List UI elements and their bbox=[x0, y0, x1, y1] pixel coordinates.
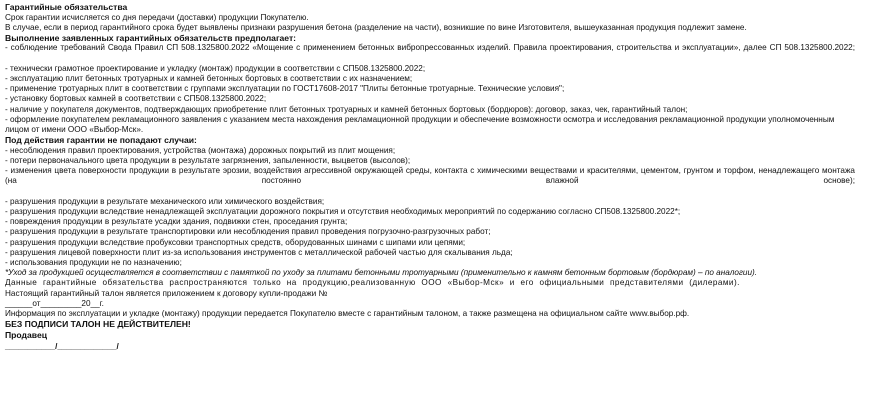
exclusions-item: - разрушения продукции в результате механического или химического воздействия; bbox=[5, 196, 325, 206]
signature-warning: БЕЗ ПОДПИСИ ТАЛОН НЕ ДЕЙСТВИТЕЛЕН! bbox=[5, 319, 191, 330]
document-title: Гарантийные обязательства bbox=[5, 2, 128, 12]
exclusions-item: - разрушения продукции вследствие пробуксовки транспортных средств, оборудованных шинами с шипами или цепями; bbox=[5, 237, 466, 247]
exclusions-item: - повреждения продукции в результате усадки здания, подвижки стен, проседания грунта; bbox=[5, 217, 348, 227]
obligations-item: - применение тротуарных плит в соответствии с группами эксплуатации по ГОСТ17608-2017 "Плиты бетонные тротуарные. Технические условия"; bbox=[5, 84, 565, 94]
obligations-item: - эксплуатацию плит бетонных тротуарных и камней бетонных бортовых в соответствии с их назначением; bbox=[5, 74, 413, 84]
exclusions-item: - потери первоначального цвета продукции в результате загрязнения, запыленности, выцветов (высолов); bbox=[5, 155, 411, 165]
replacement-condition-text: В случае, если в период гарантийного срока будет выявлены признаки разрушения бетона (разделение на части), возникшие по вине Изготовителя, вышеуказанная продукция подлежит замене. bbox=[5, 22, 747, 32]
exclusions-item: - несоблюдения правил проектирования, устройства (монтажа) дорожных покрытий из плит мощения; bbox=[5, 145, 396, 155]
exclusions-item: - использования продукции не по назначению; bbox=[5, 257, 182, 267]
info-text: Информация по эксплуатации и укладке (монтажу) продукции передается Покупателю вместе с гарантийным талоном, а также размещена на официальном сайте www.выбор.рф. bbox=[5, 308, 690, 318]
seller-label: Продавец bbox=[5, 329, 48, 340]
exclusions-heading: Под действия гарантии не попадают случаи: bbox=[5, 135, 197, 146]
exclusions-item: - разрушения продукции вследствие ненадлежащей эксплуатации дорожного покрытия и отсутствия необходимых мероприятий по содержанию согласно СП508.1325800.2022*; bbox=[5, 206, 681, 216]
obligations-heading: Выполнение заявленных гарантийных обязательств предполагает: bbox=[5, 32, 297, 43]
warranty-document bbox=[5, 0, 855, 352]
obligations-item: - соблюдение требований Свода Правил СП 508.1325800.2022 «Мощение с применением бетонных вибропрессованных изделий. Правила проектирования, строительства и эксплуатации», далее СП 508.1325800.2022; bbox=[5, 43, 855, 53]
contract-appendix-text: Настоящий гарантийный талон является приложением к договору купли-продажи № bbox=[5, 288, 328, 298]
exclusions-item: - разрушения лицевой поверхности плит из-за использования инструментов с металлической рабочей частью для скалывания льда; bbox=[5, 247, 513, 257]
seller-signature-line: ___________/_____________/ bbox=[5, 342, 119, 352]
contract-date-line: ______от_________20__г. bbox=[5, 298, 104, 308]
obligations-item: - установку бортовых камней в соответствии с СП508.1325800.2022; bbox=[5, 94, 267, 104]
warranty-period-text: Срок гарантии исчисляется со дня передачи (доставки) продукции Покупателю. bbox=[5, 12, 309, 22]
scope-text: Данные гарантийные обязательства распространяются только на продукцию,реализованную ООО «Выбор-Мск» и его официальными представителями (дилерами). bbox=[5, 278, 740, 288]
exclusions-item: - изменения цвета поверхности продукции в результате эрозии, воздействия агрессивной окружающей среды, контакта с химическими веществами и красителями, цементом, грунтом и торфом, ненадлежащего монтажа (на постоянно влажной основе); bbox=[5, 166, 855, 186]
exclusions-item: - разрушения продукции в результате транспортировки или несоблюдения правил проведения погрузочно-разгрузочных работ; bbox=[5, 227, 491, 237]
obligations-item: - наличие у покупателя документов, подтверждающих приобретение плит бетонных тротуарных и камней бетонных бортовых (бордюров): договор, заказ, чек, гарантийный талон; bbox=[5, 104, 688, 114]
obligations-item: - оформление покупателем рекламационного заявления с указанием места нахождения рекламационной продукции и обеспечение возможности осмотра и исследования рекламационной продукции уполномоченным лицом от имени ООО «Выбор-Мск». bbox=[5, 114, 835, 135]
care-note: *Уход за продукцией осуществляется в соответствии с памяткой по уходу за плитами бетонными тротуарными (применительно к камням бетонным бортовым (бордюрам) – по аналогии). bbox=[5, 268, 758, 278]
obligations-item: - технически грамотное проектирование и укладку (монтаж) продукции в соответствии с СП508.1325800.2022; bbox=[5, 63, 426, 73]
